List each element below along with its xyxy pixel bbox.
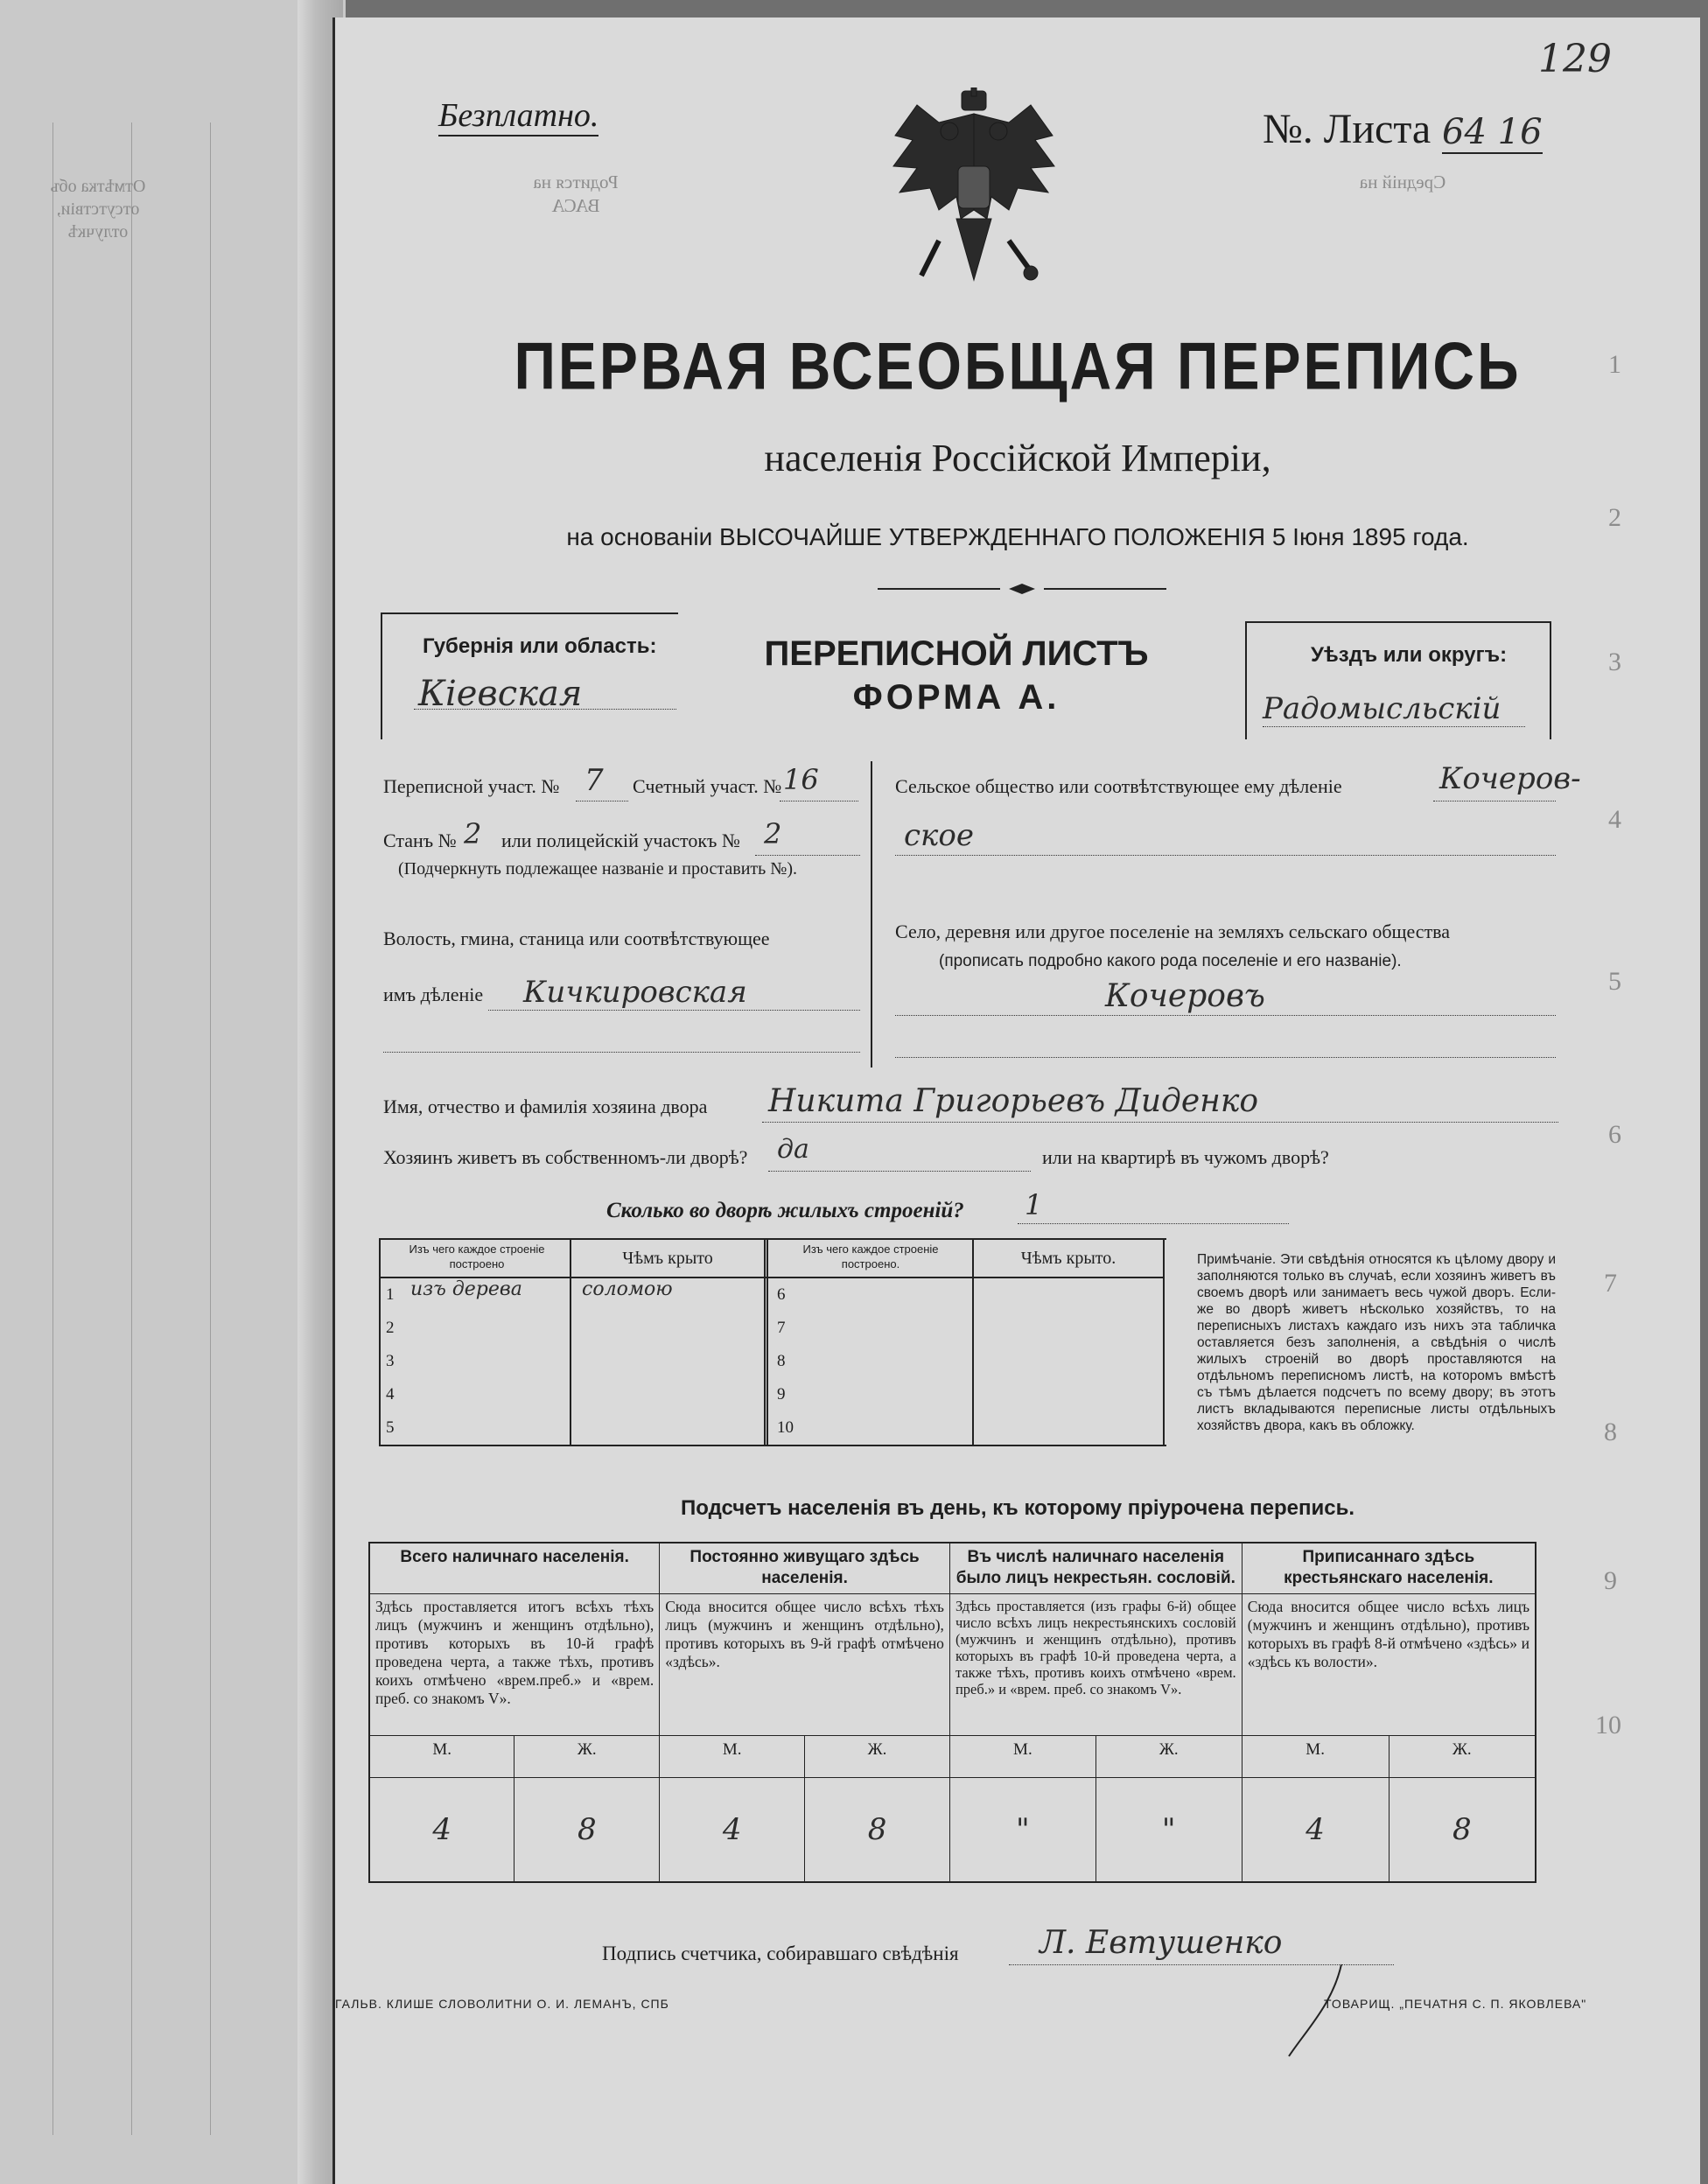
form-title-line2: ФОРМА А.	[852, 678, 1060, 717]
total-female-value: 8	[514, 1777, 660, 1882]
show-through-number: 10	[1595, 1711, 1621, 1740]
census-form-page	[332, 18, 1700, 2184]
own-yard-value: да	[777, 1134, 809, 1165]
pop-col-title-non-peasant: Въ числѣ наличнаго населенія было лицъ некрестьян. сословій.	[949, 1543, 1242, 1593]
col-material-header: Изъ чего каждое строеніе построено	[409, 1242, 545, 1270]
volost-line	[488, 1010, 860, 1011]
double-headed-eagle-emblem	[886, 88, 1061, 298]
peasant-male-value: 4	[1242, 1777, 1389, 1882]
col-roof-header: Чѣмъ крыто	[622, 1249, 713, 1268]
population-table	[368, 1542, 1536, 1883]
show-through-text: Средній на	[1359, 172, 1446, 192]
pop-col-desc-non-peasant: Здѣсь проставляется (изъ графы 6-й) общее число всѣхъ лицъ некрестьянскихъ сословій (мужчинъ и женщинъ отдѣльно), противъ которыхъ въ графѣ 10-й проведена черта, а также тѣхъ, противъ коихъ отмѣчено «врем. преб.» и «врем. преб. со знакомъ V».	[949, 1593, 1242, 1735]
owner-name-value: Никита Григорьевъ Диденко	[768, 1083, 1259, 1119]
show-through-rule	[52, 122, 53, 2135]
society-label: Сельское общество или соотвѣтствующее ему дѣленіе	[895, 775, 1342, 797]
signature-flourish	[1280, 1960, 1350, 2065]
buildings-label: Сколько во дворѣ жилыхъ строеній?	[606, 1199, 964, 1222]
female-label: Ж.	[1096, 1735, 1242, 1777]
police-label: или полицейскій участокъ №	[501, 830, 740, 851]
row1-material-value: изъ дерева	[410, 1278, 522, 1300]
rented-label: или на квартирѣ въ чужомъ дворѣ?	[1042, 1146, 1329, 1168]
show-through-text: Отмѣтка объ отсутствіи, отлучкѣ	[50, 177, 146, 242]
count-area-label: Счетный участ. №	[633, 775, 782, 797]
buildings-value: 1	[1025, 1188, 1043, 1222]
sheet-number-value: 64 16	[1442, 112, 1543, 152]
count-area-value: 16	[783, 763, 819, 796]
section-divider	[871, 761, 872, 1068]
row-number: 1	[386, 1285, 395, 1304]
pop-col-title-peasant: Приписаннаго здѣсь крестьянскаго населенія.	[1242, 1543, 1536, 1593]
buildings-line	[1018, 1223, 1289, 1224]
show-through-rule	[210, 122, 211, 2135]
row-number: 9	[777, 1385, 786, 1404]
buildings-table	[379, 1238, 1166, 1446]
village-line-2	[895, 1057, 1556, 1058]
col-material-right-header: Изъ чего каждое строеніе построено.	[802, 1242, 939, 1270]
non-peasant-female-value: "	[1096, 1777, 1242, 1882]
society-line	[1433, 801, 1556, 802]
form-title-line1: ПЕРЕПИСНОЙ ЛИСТЪ	[764, 634, 1149, 673]
population-heading: Подсчетъ населенія въ день, къ которому пріурочена перепись.	[681, 1496, 1354, 1520]
female-label: Ж.	[1389, 1735, 1536, 1777]
pop-col-title-permanent: Постоянно живущаго здѣсь населенія.	[660, 1543, 950, 1593]
village-value: Кочеровъ	[1105, 978, 1265, 1014]
non-peasant-male-value: "	[949, 1777, 1096, 1882]
row-number: 8	[777, 1352, 786, 1370]
police-value: 2	[764, 817, 782, 850]
police-line	[755, 855, 860, 856]
own-yard-label: Хозяинъ живетъ въ собственномъ-ли дворѣ?	[383, 1146, 748, 1168]
show-through-number: 8	[1604, 1418, 1617, 1446]
show-through-number: 7	[1604, 1269, 1617, 1298]
uezd-value: Радомысльскій	[1263, 691, 1502, 726]
count-area-line	[780, 801, 858, 802]
owner-name-line	[762, 1122, 1558, 1123]
female-label: Ж.	[514, 1735, 660, 1777]
village-label: Село, деревня или другое поселеніе на земляхъ сельскаго общества	[895, 920, 1451, 942]
census-main-title: ПЕРВАЯ ВСЕОБЩАЯ ПЕРЕПИСЬ	[514, 328, 1522, 403]
census-area-label: Переписной участ. №	[383, 775, 560, 797]
signature-value: Л. Евтушенко	[1040, 1925, 1283, 1961]
show-through-number: 1	[1608, 350, 1621, 379]
col-roof-right-header: Чѣмъ крыто.	[1020, 1249, 1116, 1268]
volost-line-2	[383, 1052, 860, 1053]
pop-col-title-total: Всего наличнаго населенія.	[369, 1543, 660, 1593]
permanent-male-value: 4	[660, 1777, 805, 1882]
pop-col-desc-permanent: Сюда вносится общее число всѣхъ тѣхъ лицъ (мужчинъ и женщинъ отдѣльно), противъ которыхъ въ 9-й графѣ отмѣчено «здѣсь».	[660, 1593, 950, 1735]
society-value-2: ское	[904, 818, 974, 853]
male-label: М.	[369, 1735, 514, 1777]
pop-col-desc-peasant: Сюда вносится общее число всѣхъ лицъ (мужчинъ и женщинъ отдѣльно), противъ которыхъ въ графѣ 8-й отмѣчено «здѣсь» и «здѣсь къ волости».	[1242, 1593, 1536, 1735]
printer-mark-left: ГАЛЬВ. КЛИШЕ СЛОВОЛИТНИ О. И. ЛЕМАНЪ, СПБ	[335, 1997, 669, 2011]
underlying-page	[0, 0, 346, 2184]
volost-label-2: имъ дѣленіе	[383, 984, 484, 1005]
buildings-note: Примѣчаніе. Эти свѣдѣнія относятся къ цѣлому двору и заполняются только въ случаѣ, если хозяинъ живетъ въ своемъ дворѣ или занимаетъ весь чужой дворъ. Если-же во дворѣ живетъ нѣсколько хозяйствъ, то на переписныхъ листахъ каждаго изъ нихъ эта табличка оставляется безъ заполненія, а свѣдѣнія о числѣ жилыхъ строеній во дворѣ проставляются на отдѣльномъ переписномъ листѣ, на которомъ вмѣстѣ съ тѣмъ дѣлается подсчетъ по всему двору; въ этотъ листъ вкладываются переписные листы отдѣльныхъ хозяйствъ двора, какъ въ обложку.	[1197, 1252, 1556, 1433]
row-number: 10	[777, 1418, 794, 1437]
male-label: М.	[660, 1735, 805, 1777]
rows-left-numbers	[386, 1278, 395, 1445]
female-label: Ж.	[805, 1735, 950, 1777]
uezd-label: Уѣздъ или округъ:	[1311, 643, 1508, 667]
row-number: 2	[386, 1319, 395, 1337]
show-through-number: 6	[1608, 1120, 1621, 1149]
show-through-rule	[131, 122, 132, 2135]
volost-label-1: Волость, гмина, станица или соотвѣтствующее	[383, 928, 770, 949]
stan-value: 2	[464, 817, 482, 850]
census-basis: на основаніи ВЫСОЧАЙШЕ УТВЕРЖДЕННАГО ПОЛОЖЕНІЯ 5 Іюня 1895 года.	[566, 523, 1469, 550]
row1-roof-value: соломою	[582, 1278, 673, 1300]
gubernia-line	[414, 709, 676, 710]
owner-name-label: Имя, отчество и фамилія хозяина двора	[383, 1096, 708, 1117]
census-subtitle: населенія Россійской Имперіи,	[764, 437, 1271, 480]
sheet-number-label: №. Листа	[1263, 106, 1432, 152]
row-number: 7	[777, 1319, 786, 1337]
row-number: 6	[777, 1285, 786, 1304]
show-through-number: 2	[1608, 503, 1621, 532]
male-label: М.	[1242, 1735, 1389, 1777]
census-area-value: 7	[584, 763, 604, 798]
title-ornament	[878, 582, 1166, 596]
free-label: Безплатно.	[438, 96, 598, 136]
society-line-2	[895, 855, 1556, 856]
gubernia-value: Кіевская	[418, 674, 583, 714]
census-area-line	[576, 801, 628, 802]
show-through-number: 9	[1604, 1566, 1617, 1595]
village-line	[895, 1015, 1556, 1016]
rows-right-numbers	[777, 1278, 794, 1445]
uezd-line	[1263, 726, 1525, 727]
village-note: (прописать подробно какого рода поселеніе и его названіе).	[939, 952, 1402, 970]
pop-col-desc-total: Здѣсь проставляется итогъ всѣхъ тѣхъ лицъ (мужчинъ и женщинъ отдѣльно), противъ которыхъ въ 10-й графѣ проведена черта, а также тѣхъ, противъ коихъ отмѣчено «врем.преб.» и «врем. преб. со знакомъ V».	[369, 1593, 660, 1735]
show-through-number: 5	[1608, 967, 1621, 996]
volost-value: Кичкировская	[523, 975, 747, 1010]
show-through-text: Родится на ВАСА	[533, 172, 619, 216]
society-value-1: Кочеров-	[1439, 761, 1581, 796]
show-through-number: 4	[1608, 805, 1621, 834]
show-through-number: 3	[1608, 648, 1621, 676]
row-number: 3	[386, 1352, 395, 1370]
peasant-female-value: 8	[1389, 1777, 1536, 1882]
male-label: М.	[949, 1735, 1096, 1777]
underline-note: (Подчеркнуть подлежащее названіе и проставить №).	[398, 859, 797, 878]
signature-label: Подпись счетчика, собиравшаго свѣдѣнія	[602, 1942, 959, 1964]
archive-page-number: 129	[1538, 37, 1612, 81]
row-number: 4	[386, 1385, 395, 1404]
printer-mark-right: ТОВАРИЩ. „ПЕЧАТНЯ С. П. ЯКОВЛЕВА"	[1324, 1997, 1587, 2011]
own-yard-line	[768, 1171, 1031, 1172]
stan-label: Станъ №	[383, 830, 457, 851]
permanent-female-value: 8	[805, 1777, 950, 1882]
gubernia-label: Губернія или область:	[423, 634, 657, 658]
total-male-value: 4	[369, 1777, 514, 1882]
row-number: 5	[386, 1418, 395, 1437]
